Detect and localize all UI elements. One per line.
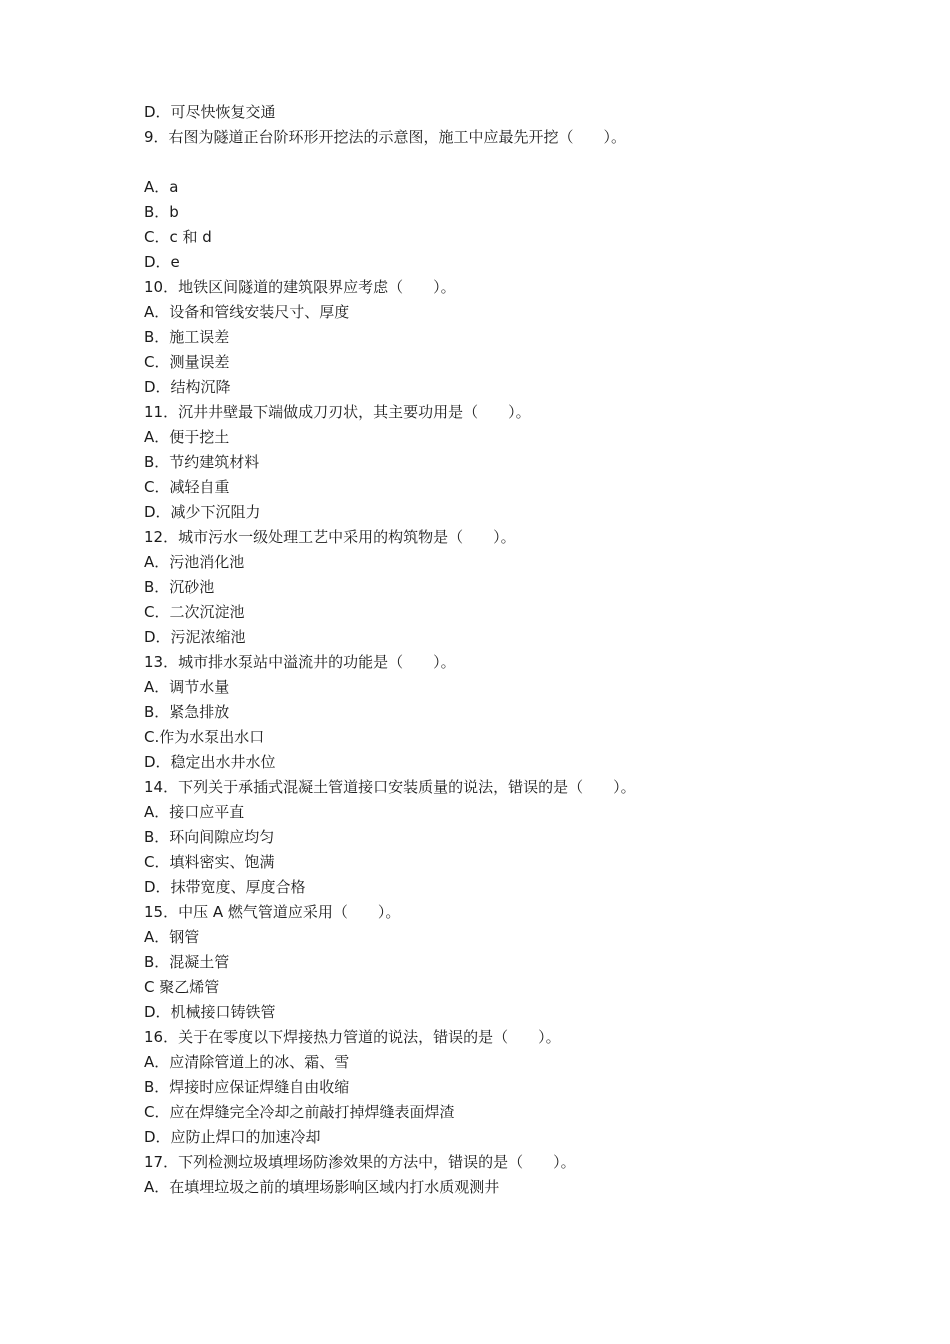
text-line: B．环向间隙应均匀 bbox=[144, 828, 275, 846]
text-line: B．施工误差 bbox=[144, 328, 230, 346]
text-line: C．c 和 d bbox=[144, 228, 212, 246]
text-line: B．紧急排放 bbox=[144, 703, 230, 721]
text-line: D．污泥浓缩池 bbox=[144, 628, 246, 646]
text-line: B．节约建筑材料 bbox=[144, 453, 260, 471]
text-line: 15．中压 A 燃气管道应采用（ ）。 bbox=[144, 903, 401, 921]
text-line: 10．地铁区间隧道的建筑限界应考虑（ ）。 bbox=[144, 278, 456, 296]
text-line: B．混凝土管 bbox=[144, 953, 230, 971]
text-line: A．设备和管线安装尺寸、厚度 bbox=[144, 303, 350, 321]
text-line: B．焊接时应保证焊缝自由收缩 bbox=[144, 1078, 350, 1096]
text-line: A．调节水量 bbox=[144, 678, 230, 696]
text-line: D．稳定出水井水位 bbox=[144, 753, 276, 771]
text-line: D．可尽快恢复交通 bbox=[144, 103, 276, 121]
text-line: D．减少下沉阻力 bbox=[144, 503, 261, 521]
text-line: D．应防止焊口的加速冷却 bbox=[144, 1128, 321, 1146]
text-line: A．接口应平直 bbox=[144, 803, 245, 821]
text-line: A．污池消化池 bbox=[144, 553, 245, 571]
text-line: D．e bbox=[144, 253, 180, 271]
text-line: 16．关于在零度以下焊接热力管道的说法，错误的是（ ）。 bbox=[144, 1028, 561, 1046]
text-line: 9．右图为隧道正台阶环形开挖法的示意图，施工中应最先开挖（ ）。 bbox=[144, 128, 627, 146]
text-line: C.作为水泵出水口 bbox=[144, 728, 265, 746]
text-line: 12．城市污水一级处理工艺中采用的构筑物是（ ）。 bbox=[144, 528, 516, 546]
text-line: A．便于挖土 bbox=[144, 428, 230, 446]
text-line: A．应清除管道上的冰、霜、雪 bbox=[144, 1053, 350, 1071]
text-line: C．应在焊缝完全冷却之前敲打掉焊缝表面焊渣 bbox=[144, 1103, 455, 1121]
blank-line bbox=[144, 150, 864, 175]
text-line: C．填料密实、饱满 bbox=[144, 853, 275, 871]
text-line: A．钢管 bbox=[144, 928, 200, 946]
text-line: 14．下列关于承插式混凝土管道接口安装质量的说法，错误的是（ ）。 bbox=[144, 778, 636, 796]
text-line: D．抹带宽度、厚度合格 bbox=[144, 878, 306, 896]
text-line: C．减轻自重 bbox=[144, 478, 230, 496]
text-line: C．测量误差 bbox=[144, 353, 230, 371]
text-line: D．结构沉降 bbox=[144, 378, 231, 396]
text-line: 11．沉井井壁最下端做成刀刃状，其主要功用是（ ）。 bbox=[144, 403, 531, 421]
text-line: 17．下列检测垃圾填埋场防渗效果的方法中，错误的是（ ）。 bbox=[144, 1153, 576, 1171]
document-body bbox=[144, 100, 864, 1200]
text-line: A．a bbox=[144, 178, 179, 196]
text-line: A．在填埋垃圾之前的填埋场影响区域内打水质观测井 bbox=[144, 1178, 500, 1196]
text-line: D．机械接口铸铁管 bbox=[144, 1003, 276, 1021]
text-line: 13．城市排水泵站中溢流井的功能是（ ）。 bbox=[144, 653, 456, 671]
text-line: B．沉砂池 bbox=[144, 578, 215, 596]
text-line: C 聚乙烯管 bbox=[144, 978, 220, 996]
text-line: B．b bbox=[144, 203, 179, 221]
text-line: C．二次沉淀池 bbox=[144, 603, 245, 621]
